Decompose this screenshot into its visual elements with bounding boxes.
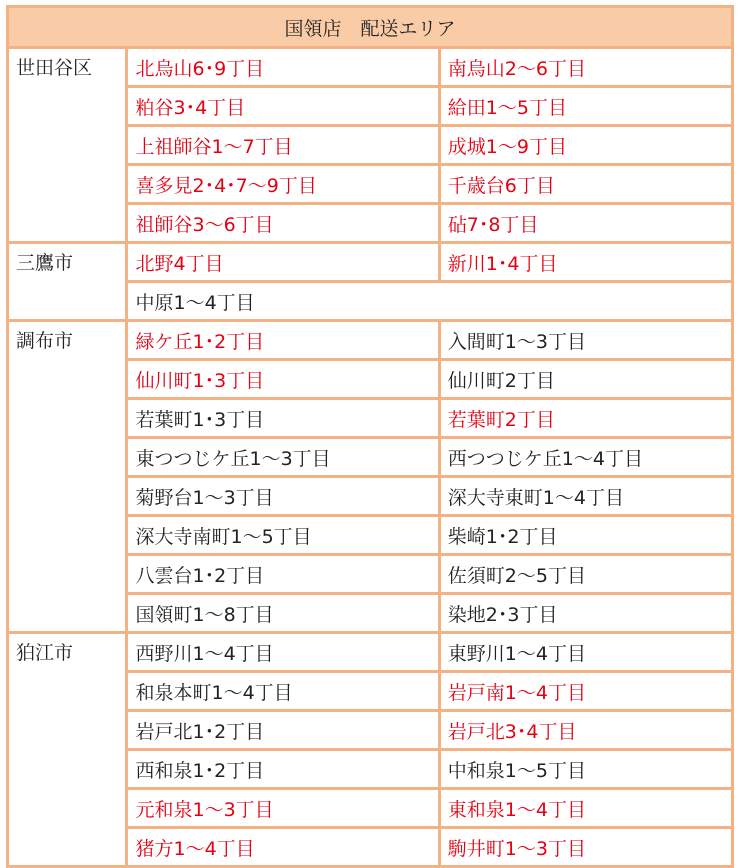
area-cell: 菊野台1～3丁目 xyxy=(127,477,439,516)
area-cell: 砧7･8丁目 xyxy=(439,204,732,243)
region-name: 三鷹市 xyxy=(8,243,127,321)
area-cell: 西野川1～4丁目 xyxy=(127,633,439,672)
table-row xyxy=(8,48,733,87)
area-cell: 岩戸南1～4丁目 xyxy=(439,672,732,711)
region-name: 狛江市 xyxy=(8,633,127,867)
delivery-area-table xyxy=(6,5,734,868)
area-cell: 染地2･3丁目 xyxy=(439,594,732,633)
area-cell: 中和泉1～5丁目 xyxy=(439,750,732,789)
area-cell: 中原1～4丁目 xyxy=(127,282,733,321)
area-cell: 上祖師谷1～7丁目 xyxy=(127,126,439,165)
region-name: 世田谷区 xyxy=(8,48,127,243)
area-cell: 東つつじケ丘1～3丁目 xyxy=(127,438,439,477)
area-cell: 佐須町2～5丁目 xyxy=(439,555,732,594)
table-body xyxy=(8,48,733,867)
table-header-row xyxy=(8,7,733,48)
area-cell: 南烏山2～6丁目 xyxy=(439,48,732,87)
area-cell: 給田1～5丁目 xyxy=(439,87,732,126)
area-cell: 粕谷3･4丁目 xyxy=(127,87,439,126)
area-cell: 千歳台6丁目 xyxy=(439,165,732,204)
area-cell: 元和泉1～3丁目 xyxy=(127,789,439,828)
area-cell: 祖師谷3～6丁目 xyxy=(127,204,439,243)
area-cell: 入間町1～3丁目 xyxy=(439,321,732,360)
area-cell: 東和泉1～4丁目 xyxy=(439,789,732,828)
area-cell: 岩戸北3･4丁目 xyxy=(439,711,732,750)
area-cell: 柴崎1･2丁目 xyxy=(439,516,732,555)
area-cell: 成城1～9丁目 xyxy=(439,126,732,165)
area-cell: 新川1･4丁目 xyxy=(439,243,732,282)
area-cell: 北烏山6･9丁目 xyxy=(127,48,439,87)
table-row xyxy=(8,321,733,360)
area-cell: 仙川町1･3丁目 xyxy=(127,360,439,399)
area-cell: 国領町1～8丁目 xyxy=(127,594,439,633)
area-cell: 若葉町1･3丁目 xyxy=(127,399,439,438)
area-cell: 若葉町2丁目 xyxy=(439,399,732,438)
area-cell: 八雲台1･2丁目 xyxy=(127,555,439,594)
area-cell: 西和泉1･2丁目 xyxy=(127,750,439,789)
area-cell: 西つつじケ丘1～4丁目 xyxy=(439,438,732,477)
area-cell: 深大寺東町1～4丁目 xyxy=(439,477,732,516)
area-cell: 和泉本町1～4丁目 xyxy=(127,672,439,711)
area-cell: 緑ケ丘1･2丁目 xyxy=(127,321,439,360)
area-cell: 岩戸北1･2丁目 xyxy=(127,711,439,750)
region-name: 調布市 xyxy=(8,321,127,633)
table-row xyxy=(8,243,733,282)
area-cell: 東野川1～4丁目 xyxy=(439,633,732,672)
area-cell: 深大寺南町1～5丁目 xyxy=(127,516,439,555)
table-row xyxy=(8,633,733,672)
area-cell: 北野4丁目 xyxy=(127,243,439,282)
area-cell: 仙川町2丁目 xyxy=(439,360,732,399)
area-cell: 駒井町1～3丁目 xyxy=(439,828,732,867)
area-cell: 猪方1～4丁目 xyxy=(127,828,439,867)
table-title: 国領店 配送エリア xyxy=(8,7,733,48)
area-cell: 喜多見2･4･7～9丁目 xyxy=(127,165,439,204)
